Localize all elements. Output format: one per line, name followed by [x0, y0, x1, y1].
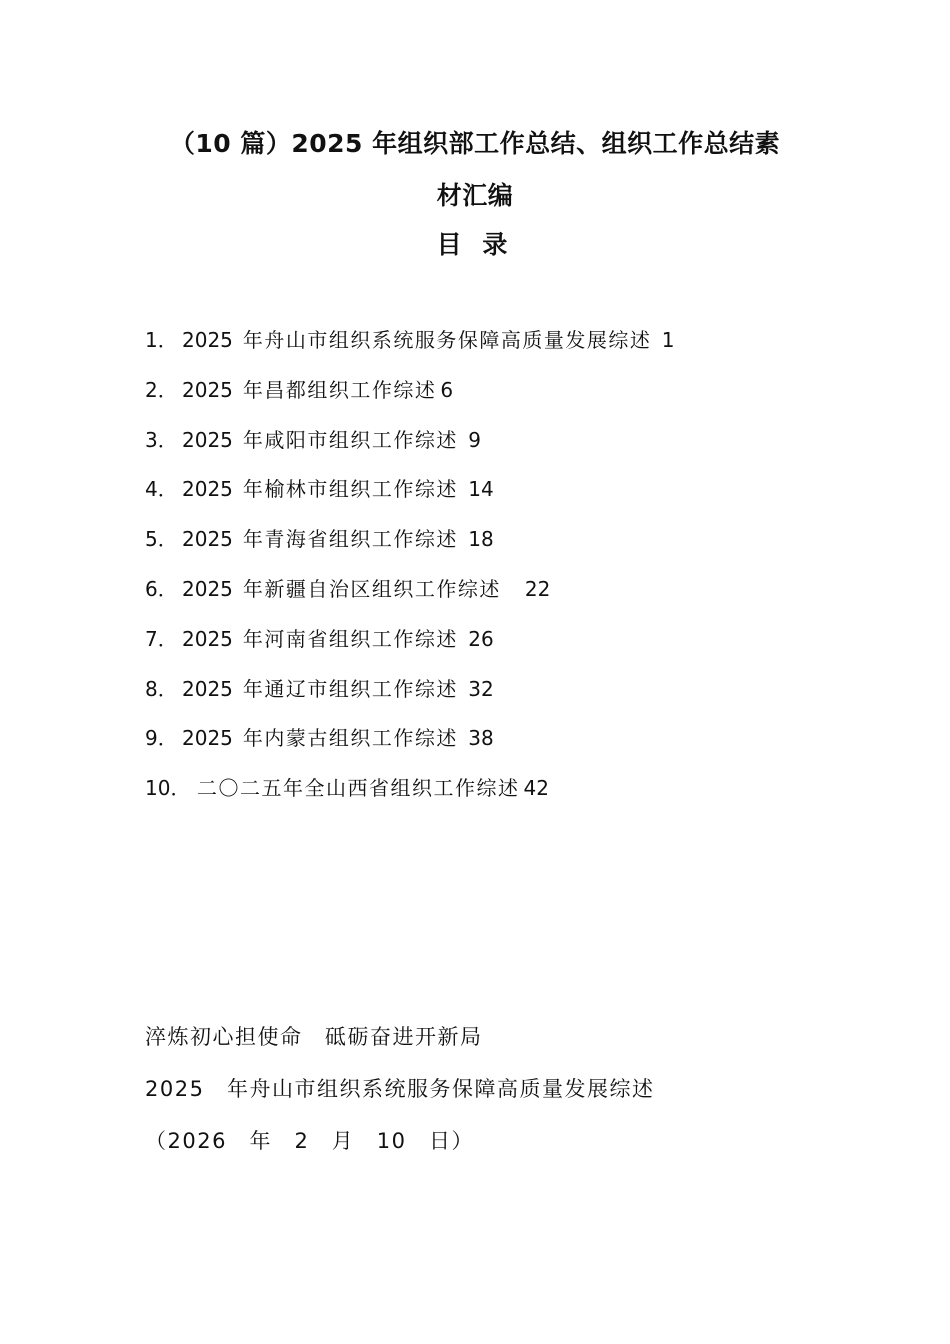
- toc-item-year: 2025: [182, 427, 233, 452]
- article-headline: 淬炼初心担使命 砥砺奋进开新局: [145, 1025, 483, 1049]
- toc-item-10[interactable]: [145, 772, 845, 822]
- toc-item-title: 年内蒙古组织工作综述: [242, 726, 458, 751]
- toc-item-number: 2．: [145, 377, 178, 402]
- document-title-line-1: （10 篇）2025 年组织部工作总结、组织工作总结素: [169, 129, 781, 158]
- toc-item-number: 1．: [145, 328, 178, 352]
- toc-item-4[interactable]: [145, 473, 845, 523]
- toc-item-title: 年咸阳市组织工作综述: [242, 427, 458, 452]
- article-date: （2026 年 2 月 10 日）: [145, 1129, 475, 1153]
- toc-heading: 目 录: [436, 230, 514, 259]
- toc-item-title: 年青海省组织工作综述: [242, 527, 458, 552]
- toc-item-page: 38: [461, 726, 494, 751]
- toc-item-page: 26: [461, 626, 494, 651]
- toc-item-year: 2025: [182, 328, 233, 352]
- toc-item-7[interactable]: [145, 623, 845, 673]
- article-subtitle: 2025 年舟山市组织系统服务保障高质量发展综述: [145, 1077, 655, 1101]
- toc-item-title: 年榆林市组织工作综述: [242, 477, 458, 502]
- table-of-contents: [145, 324, 845, 822]
- toc-item-1[interactable]: [145, 324, 845, 374]
- toc-item-title: 年河南省组织工作综述: [242, 626, 458, 651]
- toc-item-page: 14: [461, 477, 494, 502]
- toc-item-page: 6: [440, 377, 454, 402]
- toc-item-page: 22: [504, 576, 551, 601]
- toc-item-year: 2025: [182, 626, 233, 651]
- toc-item-page: 18: [461, 527, 494, 552]
- toc-item-number: 8．: [145, 676, 178, 701]
- toc-item-2[interactable]: [145, 374, 845, 424]
- toc-item-number: 7．: [145, 626, 178, 651]
- toc-item-page: 9: [461, 427, 481, 452]
- toc-item-9[interactable]: [145, 722, 845, 772]
- toc-item-page: 32: [461, 676, 494, 701]
- toc-item-number: 6．: [145, 576, 178, 601]
- toc-item-title: 年通辽市组织工作综述: [242, 676, 458, 701]
- article-header: [145, 1020, 654, 1176]
- toc-item-title: 年昌都组织工作综述: [242, 377, 437, 402]
- toc-item-number: 5．: [145, 527, 178, 552]
- toc-item-8[interactable]: [145, 673, 845, 723]
- toc-item-year: 2025: [182, 527, 233, 552]
- toc-item-title: 年新疆自治区组织工作综述: [242, 576, 501, 601]
- document-title-line-2: 材汇编: [436, 181, 514, 210]
- toc-item-page: 1: [655, 328, 675, 352]
- toc-item-year: 2025: [182, 576, 233, 601]
- toc-item-year: 2025: [182, 726, 233, 751]
- toc-item-year: 2025: [182, 477, 233, 502]
- toc-item-title: 年舟山市组织系统服务保障高质量发展综述: [242, 328, 652, 352]
- toc-item-year: 2025: [182, 676, 233, 701]
- toc-item-3[interactable]: [145, 424, 845, 474]
- toc-item-year: 2025: [182, 377, 233, 402]
- toc-item-5[interactable]: [145, 523, 845, 573]
- toc-item-page: 42: [523, 776, 549, 801]
- toc-item-6[interactable]: [145, 573, 845, 623]
- toc-item-number: 4．: [145, 477, 178, 502]
- toc-item-number: 9．: [145, 726, 178, 751]
- toc-item-number: 10．: [145, 776, 191, 801]
- toc-item-number: 3．: [145, 427, 178, 452]
- toc-item-title: 二〇二五年全山西省组织工作综述: [197, 776, 520, 801]
